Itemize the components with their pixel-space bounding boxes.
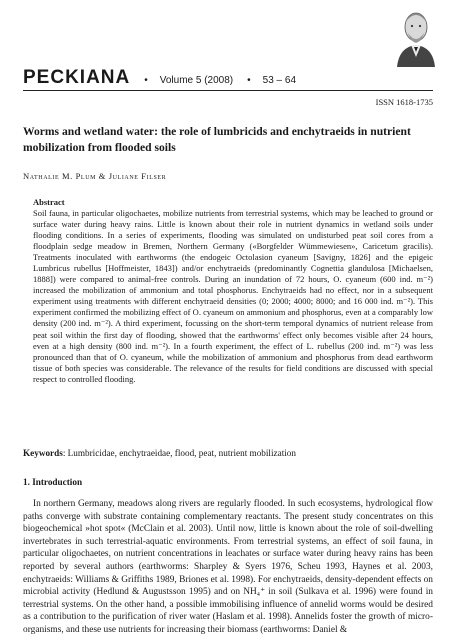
abstract-heading: Abstract — [33, 197, 65, 207]
journal-line — [23, 67, 433, 87]
header-rule — [23, 90, 433, 91]
article-title: Worms and wetland water: the role of lumbricids and enchytraeids in nutrient mobilization from flooded soils — [23, 125, 411, 154]
abstract-body — [33, 208, 433, 385]
abstract-text: Soil fauna, in particular oligochaetes, mobilize nutrients from terrestrial systems, which may be leached to ground or surface water during heavy rains. Little is known about their role in nutrient dynamics in wetland soils under flooding conditions. In a series of experiments, flooding was simulated on undisturbed peat soil cores from a floodplain sedge meadow in Bremen, Northern Germany («Borgfelder Wümmewiesen», Caricetum gracilis). Treatments inoculated with earthworms (the endogeic Octolasion cyaneum [Savigny, 1826] and the epigeic Lumbricus rubellus [Hoffmeister, 1843]) and/or enchytraeids (predominantly Cognettia glandulosa [Michaelsen, 1888]) were compared to animal-free controls. During an inundation of 72 hours, O. cyaneum (600 ind. m⁻²) increased the mobilization of ammonium and total phosphorus. Enchytraeids had no effect, nor in a subsequent experiment using treatments with different enchytraeid densities (0; 2000; 4000; 8000; and 16 000 ind. m⁻²). This experiment confirmed the mobilizing effect of O. cyaneum on ammonium and phosphorus, even at a comparably low density (200 ind. m⁻²). A third experiment, focussing on the short-term temporal dynamics of nutrient release from peat soil within the first day of flooding, showed that the earthworms' effect only becomes visible after 24 hours, even at a high density (800 ind. m⁻²). In a fourth experiment, the effect of L. rubellus (200 ind. m⁻²) was less pronounced than that of O. cyaneum, while the mobilization of ammonium and phosphorus from dead earthworm tissue of both species was considerable. The relevance of the results for field conditions are discussed with special respect to controlled flooding. — [33, 208, 433, 384]
journal-name: PECKIANA — [23, 67, 131, 88]
introduction-body — [23, 498, 433, 637]
article-authors: Nathalie M. Plum & Juliane Filser — [23, 171, 167, 181]
introduction-heading: 1. Introduction — [23, 477, 83, 487]
introduction-text: In northern Germany, meadows along rivers are regularly flooded. In such ecosystems, hydrological flow paths converge with substrate containing complementary reactants. The present study concentrates on this biogeochemical »hot spot« (McClain et al. 2003). Until now, little is known about the role of soil-dwelling invertebrates in such terrestrial-aquatic environments. From terrestrial systems, an effect of soil fauna, in particular oligochaetes, on nutrient concentrations in leachates or surface water during heavy rains has been reported by several authors (earthworms: Sharpley & Syers 1976, Scheu 1993, Haynes et al. 2003, enchytraeids: Williams & Griffiths 1989, Briones et al. 1998). For enchytraeids, density-dependent effects on microbial activity (Hedlund & Augustsson 1995) and on NH₄⁺ in soil (Sulkava et al. 1996) were found in terrestrial systems. On the other hand, a possible immobilising influence of annelid worms would be desired as a contribution to the purification of river water (Haslam et al. 1998). Annelids foster the growth of micro-organisms, and these use nutrients for increasing their biomass (earthworms: Daniel & — [23, 499, 433, 635]
portrait-engraving-icon — [389, 5, 443, 67]
issn: ISSN 1618-1735 — [375, 97, 433, 107]
keywords — [23, 448, 433, 458]
journal-pages: 53 – 64 — [262, 75, 297, 86]
keywords-label: Keywords — [23, 448, 63, 458]
separator-bullet: • — [144, 75, 148, 86]
separator-bullet-2: • — [247, 75, 251, 86]
keywords-text: : Lumbricidae, enchytraeidae, flood, peat, nutrient mobilization — [62, 448, 296, 458]
journal-volume: Volume 5 (2008) — [159, 75, 234, 86]
